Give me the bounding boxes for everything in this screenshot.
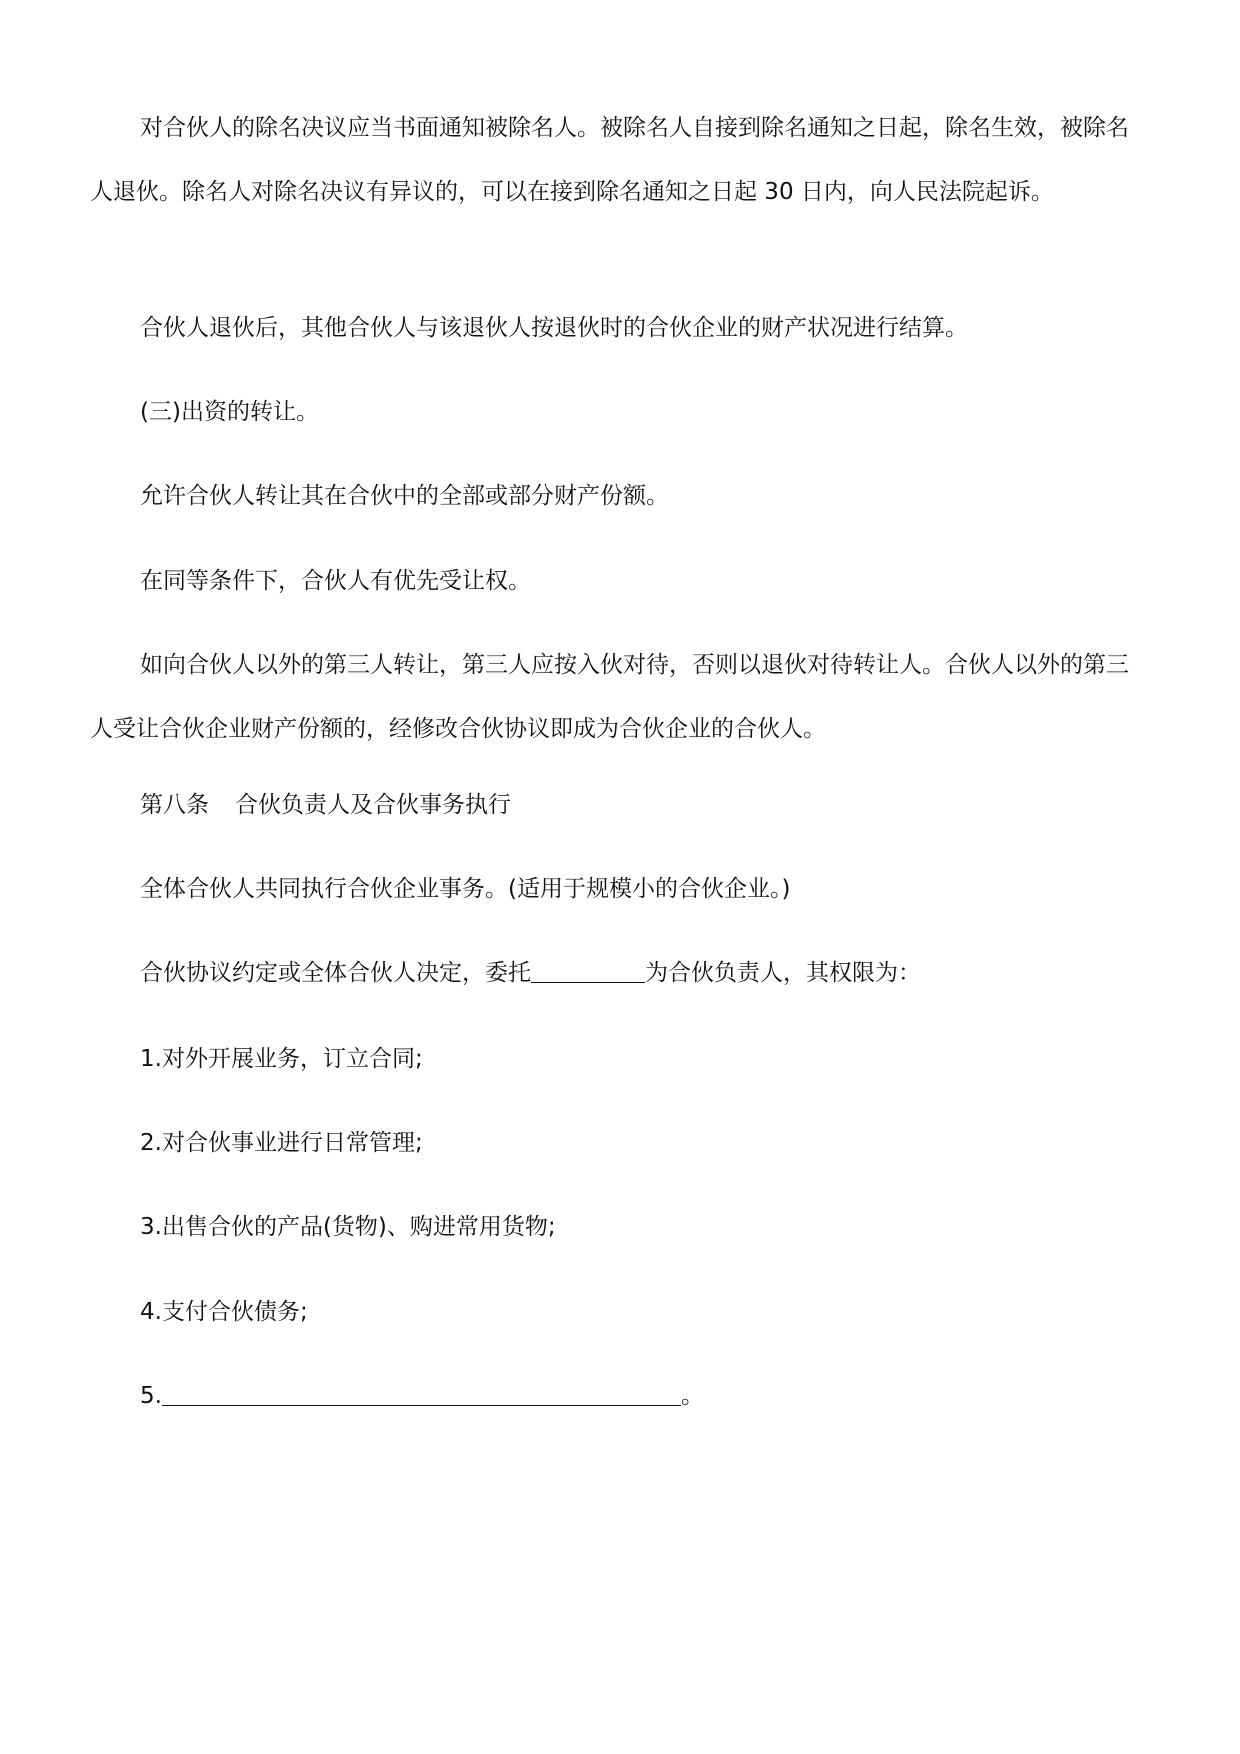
article-heading [90,773,1150,837]
paragraph-third-party-transfer: 如向合伙人以外的第三人转让，第三人应按入伙对待，否则以退伙对待转让人。合伙人以外的第三人受让合伙企业财产份额的，经修改合伙协议即成为合伙企业的合伙人。 [90,652,1129,742]
delegation-text-before: 合伙协议约定或全体合伙人决定，委托 [140,960,531,986]
paragraph-joint-execution: 全体合伙人共同执行合伙企业事务。(适用于规模小的合伙企业。) [140,876,791,902]
section-heading-transfer: (三)出资的转让。 [140,399,319,425]
article-number: 第八条 [140,792,209,818]
delegate-name-blank[interactable] [531,960,645,983]
item5-prefix: 5. [140,1383,162,1409]
list-item: 3.出售合伙的产品(货物)、购进常用货物; [140,1214,556,1240]
list-item: 2.对合伙事业进行日常管理; [140,1130,423,1156]
list-item-blank [90,1364,1150,1428]
item5-suffix: 。 [680,1383,704,1409]
paragraph-transfer-allowed: 允许合伙人转让其在合伙中的全部或部分财产份额。 [140,483,669,509]
paragraph-delegation [90,941,1150,1005]
paragraph-expulsion-notice: 对合伙人的除名决议应当书面通知被除名人。被除名人自接到除名通知之日起，除名生效，被除名人退伙。除名人对除名决议有异议的，可以在接到除名通知之日起 30 日内，向人民法院起诉。 [90,115,1129,205]
list-item: 4.支付合伙债务; [140,1299,308,1325]
paragraph-preemptive-right: 在同等条件下，合伙人有优先受让权。 [140,568,531,594]
item5-fill-blank[interactable] [162,1383,681,1406]
list-item: 1.对外开展业务，订立合同; [140,1046,423,1072]
delegation-text-after: 为合伙负责人，其权限为： [645,960,921,986]
paragraph-settlement: 合伙人退伙后，其他合伙人与该退伙人按退伙时的合伙企业的财产状况进行结算。 [140,315,968,341]
article-title: 合伙负责人及合伙事务执行 [235,792,511,818]
